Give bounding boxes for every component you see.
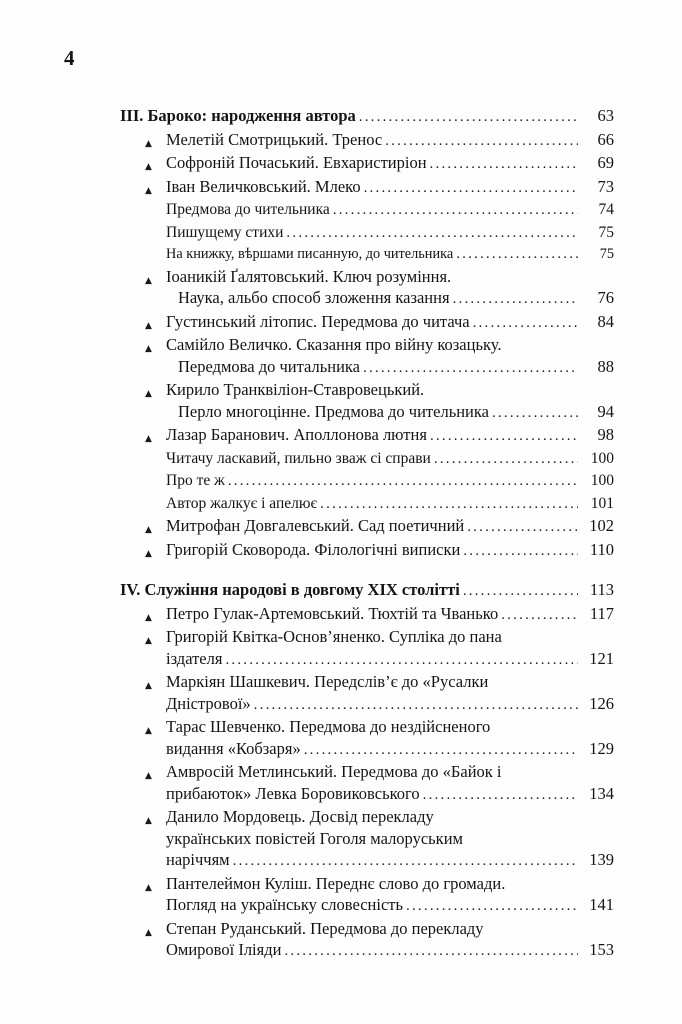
entry-title: Тарас Шевченко. Передмова до нездійсненого <box>166 717 491 736</box>
triangle-bullet-icon: ▲ <box>145 882 152 893</box>
toc-entry <box>120 873 614 918</box>
toc-line <box>120 266 614 288</box>
page-ref: 139 <box>589 850 614 869</box>
toc-line <box>120 806 614 828</box>
dot-leader <box>434 448 578 471</box>
dot-leader <box>254 693 578 717</box>
page-ref: 141 <box>589 895 614 914</box>
page-number: 4 <box>64 46 75 70</box>
section-title: III. Бароко: народження автора <box>120 106 356 125</box>
page-ref: 113 <box>589 580 614 599</box>
entry-title: Іван Величковський. Млеко <box>166 176 361 196</box>
toc-line <box>120 873 614 895</box>
page-ref: 100 <box>590 472 614 489</box>
triangle-bullet-icon: ▲ <box>145 636 152 646</box>
triangle-bullet-icon: ▲ <box>145 185 152 196</box>
entry-title: видання «Кобзаря» <box>166 738 301 758</box>
toc-line <box>120 783 614 807</box>
toc-line <box>120 287 614 311</box>
page-ref: 84 <box>597 311 614 331</box>
toc-entry <box>120 603 614 627</box>
toc-line <box>120 828 614 850</box>
toc-entry <box>120 379 614 424</box>
toc-subentry <box>120 222 614 245</box>
triangle-bullet-icon: ▲ <box>145 816 152 826</box>
toc-line <box>120 493 614 516</box>
entry-title: Маркіян Шашкевич. Передслів’є до «Русалки <box>166 672 489 691</box>
triangle-bullet-icon: ▲ <box>145 525 152 535</box>
toc-line <box>120 152 614 176</box>
toc-line <box>120 176 614 200</box>
triangle-bullet-icon: ▲ <box>145 344 152 354</box>
toc-line <box>120 379 614 401</box>
toc-line <box>120 424 614 448</box>
toc-line <box>120 539 614 563</box>
dot-leader <box>456 244 578 266</box>
entry-title: наріччям <box>166 850 230 869</box>
toc-subentry <box>120 470 614 493</box>
page-ref: 101 <box>590 494 614 512</box>
toc-line <box>120 334 614 356</box>
toc-entry <box>120 334 614 379</box>
section-gap <box>120 562 614 579</box>
toc-line <box>120 894 614 918</box>
toc-line <box>120 579 614 603</box>
page-ref: 94 <box>597 401 614 421</box>
entry-title: Кирило Транквіліон-Ставровецький. <box>166 380 425 399</box>
entry-title: Дністрової» <box>166 693 251 713</box>
entry-title: Іоаникій Ґалятовський. Ключ розуміння. <box>166 266 452 286</box>
dot-leader <box>463 579 578 603</box>
entry-title: Григорій Квітка-Основ’яненко. Супліка до пана <box>166 627 502 646</box>
toc-subentry <box>120 199 614 222</box>
toc-line <box>120 448 614 471</box>
entry-title: Наука, альбо способ зложення казання <box>178 288 450 307</box>
entry-title: Густинський літопис. Передмова до читача <box>166 311 470 331</box>
dot-leader <box>284 939 578 963</box>
triangle-bullet-icon: ▲ <box>145 389 152 399</box>
toc-subentry <box>120 448 614 471</box>
section-title: IV. Служіння народові в довгому XIX столітті <box>120 580 460 599</box>
page-ref: 102 <box>589 516 614 535</box>
toc-line <box>120 244 614 266</box>
toc-line <box>120 738 614 762</box>
entry-title: Самійло Величко. Сказання про війну козацьку. <box>166 335 502 354</box>
toc-section-heading <box>120 105 614 129</box>
dot-leader <box>430 152 578 176</box>
entry-title: Степан Руданський. Передмова до перекладу <box>166 918 484 938</box>
toc-line <box>120 222 614 245</box>
toc-line <box>120 356 614 380</box>
page-ref: 76 <box>597 288 614 307</box>
toc-entry <box>120 176 614 200</box>
dot-leader <box>423 783 578 807</box>
toc-entry <box>120 515 614 539</box>
entry-title: Предмова до чительника <box>166 201 330 218</box>
dot-leader <box>333 199 578 222</box>
toc-subentry <box>120 493 614 516</box>
page-ref: 73 <box>597 176 614 196</box>
toc-entry <box>120 311 614 335</box>
dot-leader <box>320 493 578 516</box>
triangle-bullet-icon: ▲ <box>145 320 152 331</box>
dot-leader <box>467 515 578 539</box>
triangle-bullet-icon: ▲ <box>145 771 152 781</box>
dot-leader <box>453 287 578 311</box>
dot-leader <box>363 356 578 380</box>
dot-leader <box>228 470 578 493</box>
triangle-bullet-icon: ▲ <box>145 726 152 736</box>
entry-title: Пишущему стихи <box>166 223 284 241</box>
entry-title: Мелетій Смотрицький. Тренос <box>166 129 383 149</box>
entry-title: українських повістей Гоголя малоруським <box>166 828 463 848</box>
entry-title: Омирової Іліяди <box>166 940 282 959</box>
page-ref: 69 <box>597 153 614 172</box>
toc-line <box>120 470 614 493</box>
dot-leader <box>233 849 578 873</box>
triangle-bullet-icon: ▲ <box>145 548 152 559</box>
triangle-bullet-icon: ▲ <box>145 275 152 286</box>
dot-leader <box>463 539 578 563</box>
triangle-bullet-icon: ▲ <box>145 138 152 149</box>
triangle-bullet-icon: ▲ <box>145 162 152 172</box>
toc-line <box>120 849 614 873</box>
dot-leader <box>430 424 578 448</box>
dot-leader <box>406 894 578 918</box>
page-ref: 110 <box>589 539 614 559</box>
toc-line <box>120 603 614 627</box>
entry-title: Автор жалкує і апелює <box>166 494 318 512</box>
dot-leader <box>364 176 578 200</box>
toc-entry <box>120 424 614 448</box>
toc-entry <box>120 918 614 963</box>
entry-title: прибаюток» Левка Боровиковського <box>166 783 420 803</box>
toc-section-heading <box>120 579 614 603</box>
page-ref: 66 <box>597 129 614 149</box>
dot-leader <box>286 222 578 245</box>
dot-leader <box>225 648 578 672</box>
toc-line <box>120 105 614 129</box>
page-ref: 63 <box>597 106 614 125</box>
entry-title: Амвросій Метлинський. Передмова до «Байок і <box>166 762 502 781</box>
page-ref: 74 <box>598 201 614 218</box>
triangle-bullet-icon: ▲ <box>145 434 152 444</box>
toc-entry <box>120 761 614 806</box>
dot-leader <box>385 129 578 153</box>
page-ref: 88 <box>597 356 614 376</box>
page-ref: 121 <box>589 648 614 668</box>
page-ref: 129 <box>589 738 614 758</box>
toc-entry <box>120 539 614 563</box>
toc-line <box>120 401 614 425</box>
dot-leader <box>473 311 578 335</box>
page-ref: 126 <box>589 693 614 713</box>
entry-title: Погляд на українську словесність <box>166 895 404 914</box>
entry-title: Петро Гулак-Артемовський. Тюхтій та Чванько <box>166 603 499 623</box>
page-ref: 98 <box>597 425 614 444</box>
toc-line <box>120 761 614 783</box>
toc-line <box>120 129 614 153</box>
page-ref: 117 <box>589 603 614 623</box>
toc-entry <box>120 716 614 761</box>
page-ref: 100 <box>590 449 614 467</box>
toc-entry <box>120 129 614 153</box>
page-ref: 134 <box>589 783 614 803</box>
dot-leader <box>492 401 578 425</box>
entry-title: іздателя <box>166 648 223 668</box>
entry-title: Лазар Баранович. Аполлонова лютня <box>166 425 427 444</box>
entry-title: Читачу ласкавий, пильно зваж сі справи <box>166 449 431 467</box>
entry-title: Про те ж <box>166 472 225 489</box>
toc-line <box>120 918 614 940</box>
toc-entry <box>120 671 614 716</box>
dot-leader <box>359 105 578 129</box>
toc-entry <box>120 152 614 176</box>
entry-title: Митрофан Довгалевський. Сад поетичний <box>166 516 465 535</box>
triangle-bullet-icon: ▲ <box>145 681 152 691</box>
toc-entry <box>120 806 614 873</box>
entry-title: Перло многоцінне. Предмова до чительника <box>178 401 489 421</box>
toc-line <box>120 515 614 539</box>
toc-line <box>120 939 614 963</box>
toc-list <box>120 105 614 963</box>
triangle-bullet-icon: ▲ <box>145 612 152 623</box>
entry-title: На книжку, вѣршами писанную, до чительника <box>166 246 454 262</box>
dot-leader <box>304 738 578 762</box>
toc-line <box>120 648 614 672</box>
toc-entry <box>120 266 614 311</box>
toc-line <box>120 199 614 222</box>
triangle-bullet-icon: ▲ <box>145 927 152 938</box>
toc-line <box>120 693 614 717</box>
toc-line <box>120 626 614 648</box>
toc-line <box>120 716 614 738</box>
entry-title: Передмова до читальника <box>178 356 360 376</box>
entry-title: Григорій Сковорода. Філологічні виписки <box>166 539 461 559</box>
page-ref: 153 <box>589 940 614 959</box>
toc-entry <box>120 626 614 671</box>
entry-title: Данило Мордовець. Досвід перекладу <box>166 807 434 826</box>
toc-line <box>120 671 614 693</box>
toc-line <box>120 311 614 335</box>
page-ref: 75 <box>598 223 614 241</box>
dot-leader <box>501 603 578 627</box>
entry-title: Пантелеймон Куліш. Переднє слово до громади. <box>166 873 506 893</box>
entry-title: Софроній Почаський. Евхаристиріон <box>166 153 427 172</box>
page-ref: 75 <box>599 246 614 262</box>
toc-subentry <box>120 244 614 266</box>
